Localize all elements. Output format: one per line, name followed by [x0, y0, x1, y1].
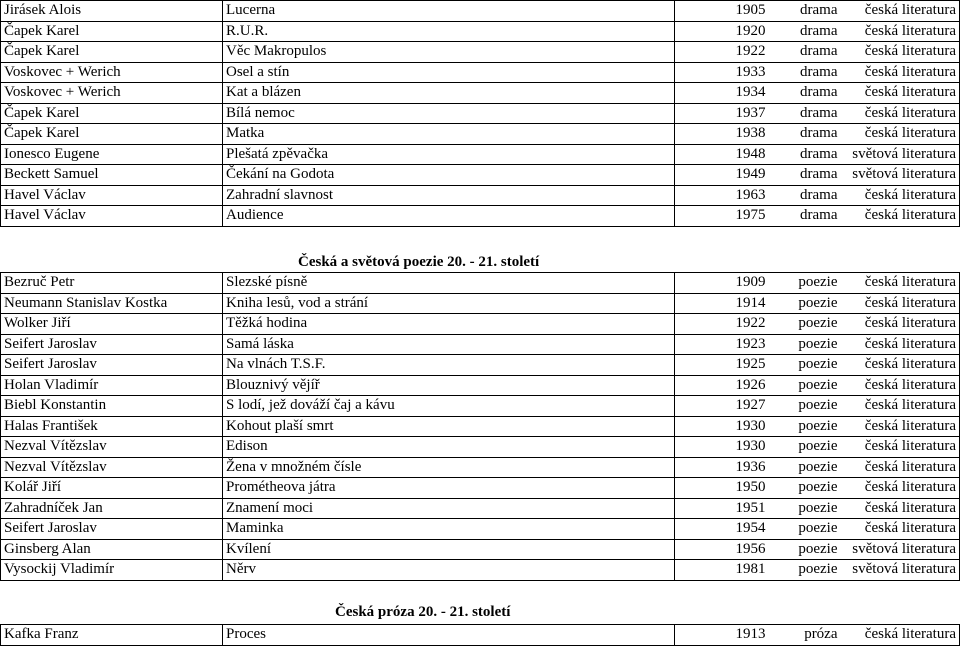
category-cell: česká literatura: [842, 273, 960, 294]
genre-cell: poezie: [778, 314, 842, 335]
year-cell: 1938: [675, 124, 778, 145]
year-cell: 1963: [675, 185, 778, 206]
category-cell: česká literatura: [842, 375, 960, 396]
title-cell: Bílá nemoc: [223, 103, 675, 124]
table-row: [1, 625, 960, 646]
category-cell: česká literatura: [842, 21, 960, 42]
author-cell: Ginsberg Alan: [1, 539, 223, 560]
genre-cell: drama: [778, 144, 842, 165]
category-cell: česká literatura: [842, 396, 960, 417]
table-row: [1, 539, 960, 560]
genre-cell: drama: [778, 185, 842, 206]
table-row: [1, 21, 960, 42]
drama-table: [0, 0, 960, 227]
poetry-table: [0, 272, 960, 581]
author-cell: Holan Vladimír: [1, 375, 223, 396]
author-cell: Čapek Karel: [1, 124, 223, 145]
year-cell: 1909: [675, 273, 778, 294]
table-row: [1, 185, 960, 206]
title-cell: Něrv: [223, 560, 675, 581]
author-cell: Nezval Vítězslav: [1, 437, 223, 458]
title-cell: Věc Makropulos: [223, 42, 675, 63]
genre-cell: drama: [778, 62, 842, 83]
author-cell: Voskovec + Werich: [1, 83, 223, 104]
category-cell: česká literatura: [842, 62, 960, 83]
table-row: [1, 437, 960, 458]
table-row: [1, 416, 960, 437]
author-cell: Halas František: [1, 416, 223, 437]
year-cell: 1905: [675, 1, 778, 22]
author-cell: Čapek Karel: [1, 42, 223, 63]
table-row: [1, 314, 960, 335]
year-cell: 1948: [675, 144, 778, 165]
title-cell: Plešatá zpěvačka: [223, 144, 675, 165]
category-cell: česká literatura: [842, 83, 960, 104]
category-cell: česká literatura: [842, 437, 960, 458]
author-cell: Zahradníček Jan: [1, 498, 223, 519]
title-cell: Kniha lesů, vod a strání: [223, 293, 675, 314]
title-cell: Prométheova játra: [223, 478, 675, 499]
category-cell: česká literatura: [842, 457, 960, 478]
title-cell: Kvílení: [223, 539, 675, 560]
year-cell: 1920: [675, 21, 778, 42]
category-cell: světová literatura: [842, 144, 960, 165]
title-cell: Znamení moci: [223, 498, 675, 519]
author-cell: Vysockij Vladimír: [1, 560, 223, 581]
category-cell: česká literatura: [842, 314, 960, 335]
table-row: [1, 42, 960, 63]
title-cell: Kat a blázen: [223, 83, 675, 104]
author-cell: Seifert Jaroslav: [1, 334, 223, 355]
category-cell: česká literatura: [842, 103, 960, 124]
title-cell: Žena v množném čísle: [223, 457, 675, 478]
genre-cell: drama: [778, 83, 842, 104]
year-cell: 1925: [675, 355, 778, 376]
table-row: [1, 519, 960, 540]
category-cell: česká literatura: [842, 519, 960, 540]
title-cell: Audience: [223, 206, 675, 227]
year-cell: 1950: [675, 478, 778, 499]
genre-cell: poezie: [778, 273, 842, 294]
category-cell: světová literatura: [842, 165, 960, 186]
title-cell: Blouznivý vějíř: [223, 375, 675, 396]
year-cell: 1934: [675, 83, 778, 104]
author-cell: Kolář Jiří: [1, 478, 223, 499]
year-cell: 1923: [675, 334, 778, 355]
genre-cell: poezie: [778, 478, 842, 499]
table-row: [1, 83, 960, 104]
author-cell: Havel Václav: [1, 206, 223, 227]
table-row: [1, 124, 960, 145]
author-cell: Havel Václav: [1, 185, 223, 206]
category-cell: česká literatura: [842, 355, 960, 376]
prose-table: [0, 624, 960, 646]
author-cell: Nezval Vítězslav: [1, 457, 223, 478]
author-cell: Kafka Franz: [1, 625, 223, 646]
genre-cell: poezie: [778, 375, 842, 396]
table-row: [1, 1, 960, 22]
category-cell: česká literatura: [842, 334, 960, 355]
author-cell: Beckett Samuel: [1, 165, 223, 186]
genre-cell: poezie: [778, 396, 842, 417]
table-row: [1, 457, 960, 478]
year-cell: 1933: [675, 62, 778, 83]
year-cell: 1926: [675, 375, 778, 396]
title-cell: Na vlnách T.S.F.: [223, 355, 675, 376]
year-cell: 1956: [675, 539, 778, 560]
table-row: [1, 273, 960, 294]
year-cell: 1930: [675, 416, 778, 437]
title-cell: Edison: [223, 437, 675, 458]
genre-cell: próza: [778, 625, 842, 646]
author-cell: Bezruč Petr: [1, 273, 223, 294]
author-cell: Seifert Jaroslav: [1, 355, 223, 376]
genre-cell: drama: [778, 21, 842, 42]
title-cell: Čekání na Godota: [223, 165, 675, 186]
category-cell: česká literatura: [842, 478, 960, 499]
category-cell: česká literatura: [842, 625, 960, 646]
table-row: [1, 165, 960, 186]
author-cell: Neumann Stanislav Kostka: [1, 293, 223, 314]
author-cell: Ionesco Eugene: [1, 144, 223, 165]
table-row: [1, 478, 960, 499]
prose-section-heading: Česká próza 20. - 21. století: [335, 604, 511, 620]
table-row: [1, 396, 960, 417]
year-cell: 1981: [675, 560, 778, 581]
title-cell: Zahradní slavnost: [223, 185, 675, 206]
category-cell: česká literatura: [842, 42, 960, 63]
table-row: [1, 334, 960, 355]
category-cell: česká literatura: [842, 206, 960, 227]
category-cell: světová literatura: [842, 539, 960, 560]
genre-cell: poezie: [778, 519, 842, 540]
author-cell: Seifert Jaroslav: [1, 519, 223, 540]
author-cell: Biebl Konstantin: [1, 396, 223, 417]
category-cell: světová literatura: [842, 560, 960, 581]
table-row: [1, 103, 960, 124]
title-cell: Osel a stín: [223, 62, 675, 83]
genre-cell: poezie: [778, 437, 842, 458]
genre-cell: drama: [778, 1, 842, 22]
poetry-section-heading: Česká a světová poezie 20. - 21. století: [298, 254, 540, 270]
year-cell: 1913: [675, 625, 778, 646]
category-cell: česká literatura: [842, 293, 960, 314]
genre-cell: poezie: [778, 498, 842, 519]
table-row: [1, 375, 960, 396]
year-cell: 1975: [675, 206, 778, 227]
year-cell: 1922: [675, 314, 778, 335]
category-cell: česká literatura: [842, 185, 960, 206]
table-row: [1, 498, 960, 519]
author-cell: Čapek Karel: [1, 103, 223, 124]
genre-cell: drama: [778, 42, 842, 63]
genre-cell: drama: [778, 124, 842, 145]
table-row: [1, 144, 960, 165]
title-cell: Lucerna: [223, 1, 675, 22]
table-row: [1, 293, 960, 314]
genre-cell: poezie: [778, 334, 842, 355]
genre-cell: drama: [778, 165, 842, 186]
author-cell: Wolker Jiří: [1, 314, 223, 335]
title-cell: Proces: [223, 625, 675, 646]
genre-cell: drama: [778, 103, 842, 124]
category-cell: česká literatura: [842, 124, 960, 145]
table-row: [1, 206, 960, 227]
category-cell: česká literatura: [842, 1, 960, 22]
author-cell: Jirásek Alois: [1, 1, 223, 22]
genre-cell: poezie: [778, 457, 842, 478]
category-cell: česká literatura: [842, 498, 960, 519]
title-cell: Samá láska: [223, 334, 675, 355]
title-cell: R.U.R.: [223, 21, 675, 42]
title-cell: Slezské písně: [223, 273, 675, 294]
genre-cell: poezie: [778, 293, 842, 314]
year-cell: 1922: [675, 42, 778, 63]
table-row: [1, 355, 960, 376]
year-cell: 1951: [675, 498, 778, 519]
table-row: [1, 560, 960, 581]
title-cell: Kohout plaší smrt: [223, 416, 675, 437]
year-cell: 1937: [675, 103, 778, 124]
year-cell: 1930: [675, 437, 778, 458]
title-cell: Těžká hodina: [223, 314, 675, 335]
genre-cell: poezie: [778, 560, 842, 581]
title-cell: Matka: [223, 124, 675, 145]
year-cell: 1949: [675, 165, 778, 186]
category-cell: česká literatura: [842, 416, 960, 437]
year-cell: 1927: [675, 396, 778, 417]
genre-cell: poezie: [778, 416, 842, 437]
year-cell: 1954: [675, 519, 778, 540]
year-cell: 1936: [675, 457, 778, 478]
table-row: [1, 62, 960, 83]
title-cell: Maminka: [223, 519, 675, 540]
genre-cell: drama: [778, 206, 842, 227]
author-cell: Voskovec + Werich: [1, 62, 223, 83]
genre-cell: poezie: [778, 355, 842, 376]
genre-cell: poezie: [778, 539, 842, 560]
author-cell: Čapek Karel: [1, 21, 223, 42]
year-cell: 1914: [675, 293, 778, 314]
title-cell: S lodí, jež dováží čaj a kávu: [223, 396, 675, 417]
